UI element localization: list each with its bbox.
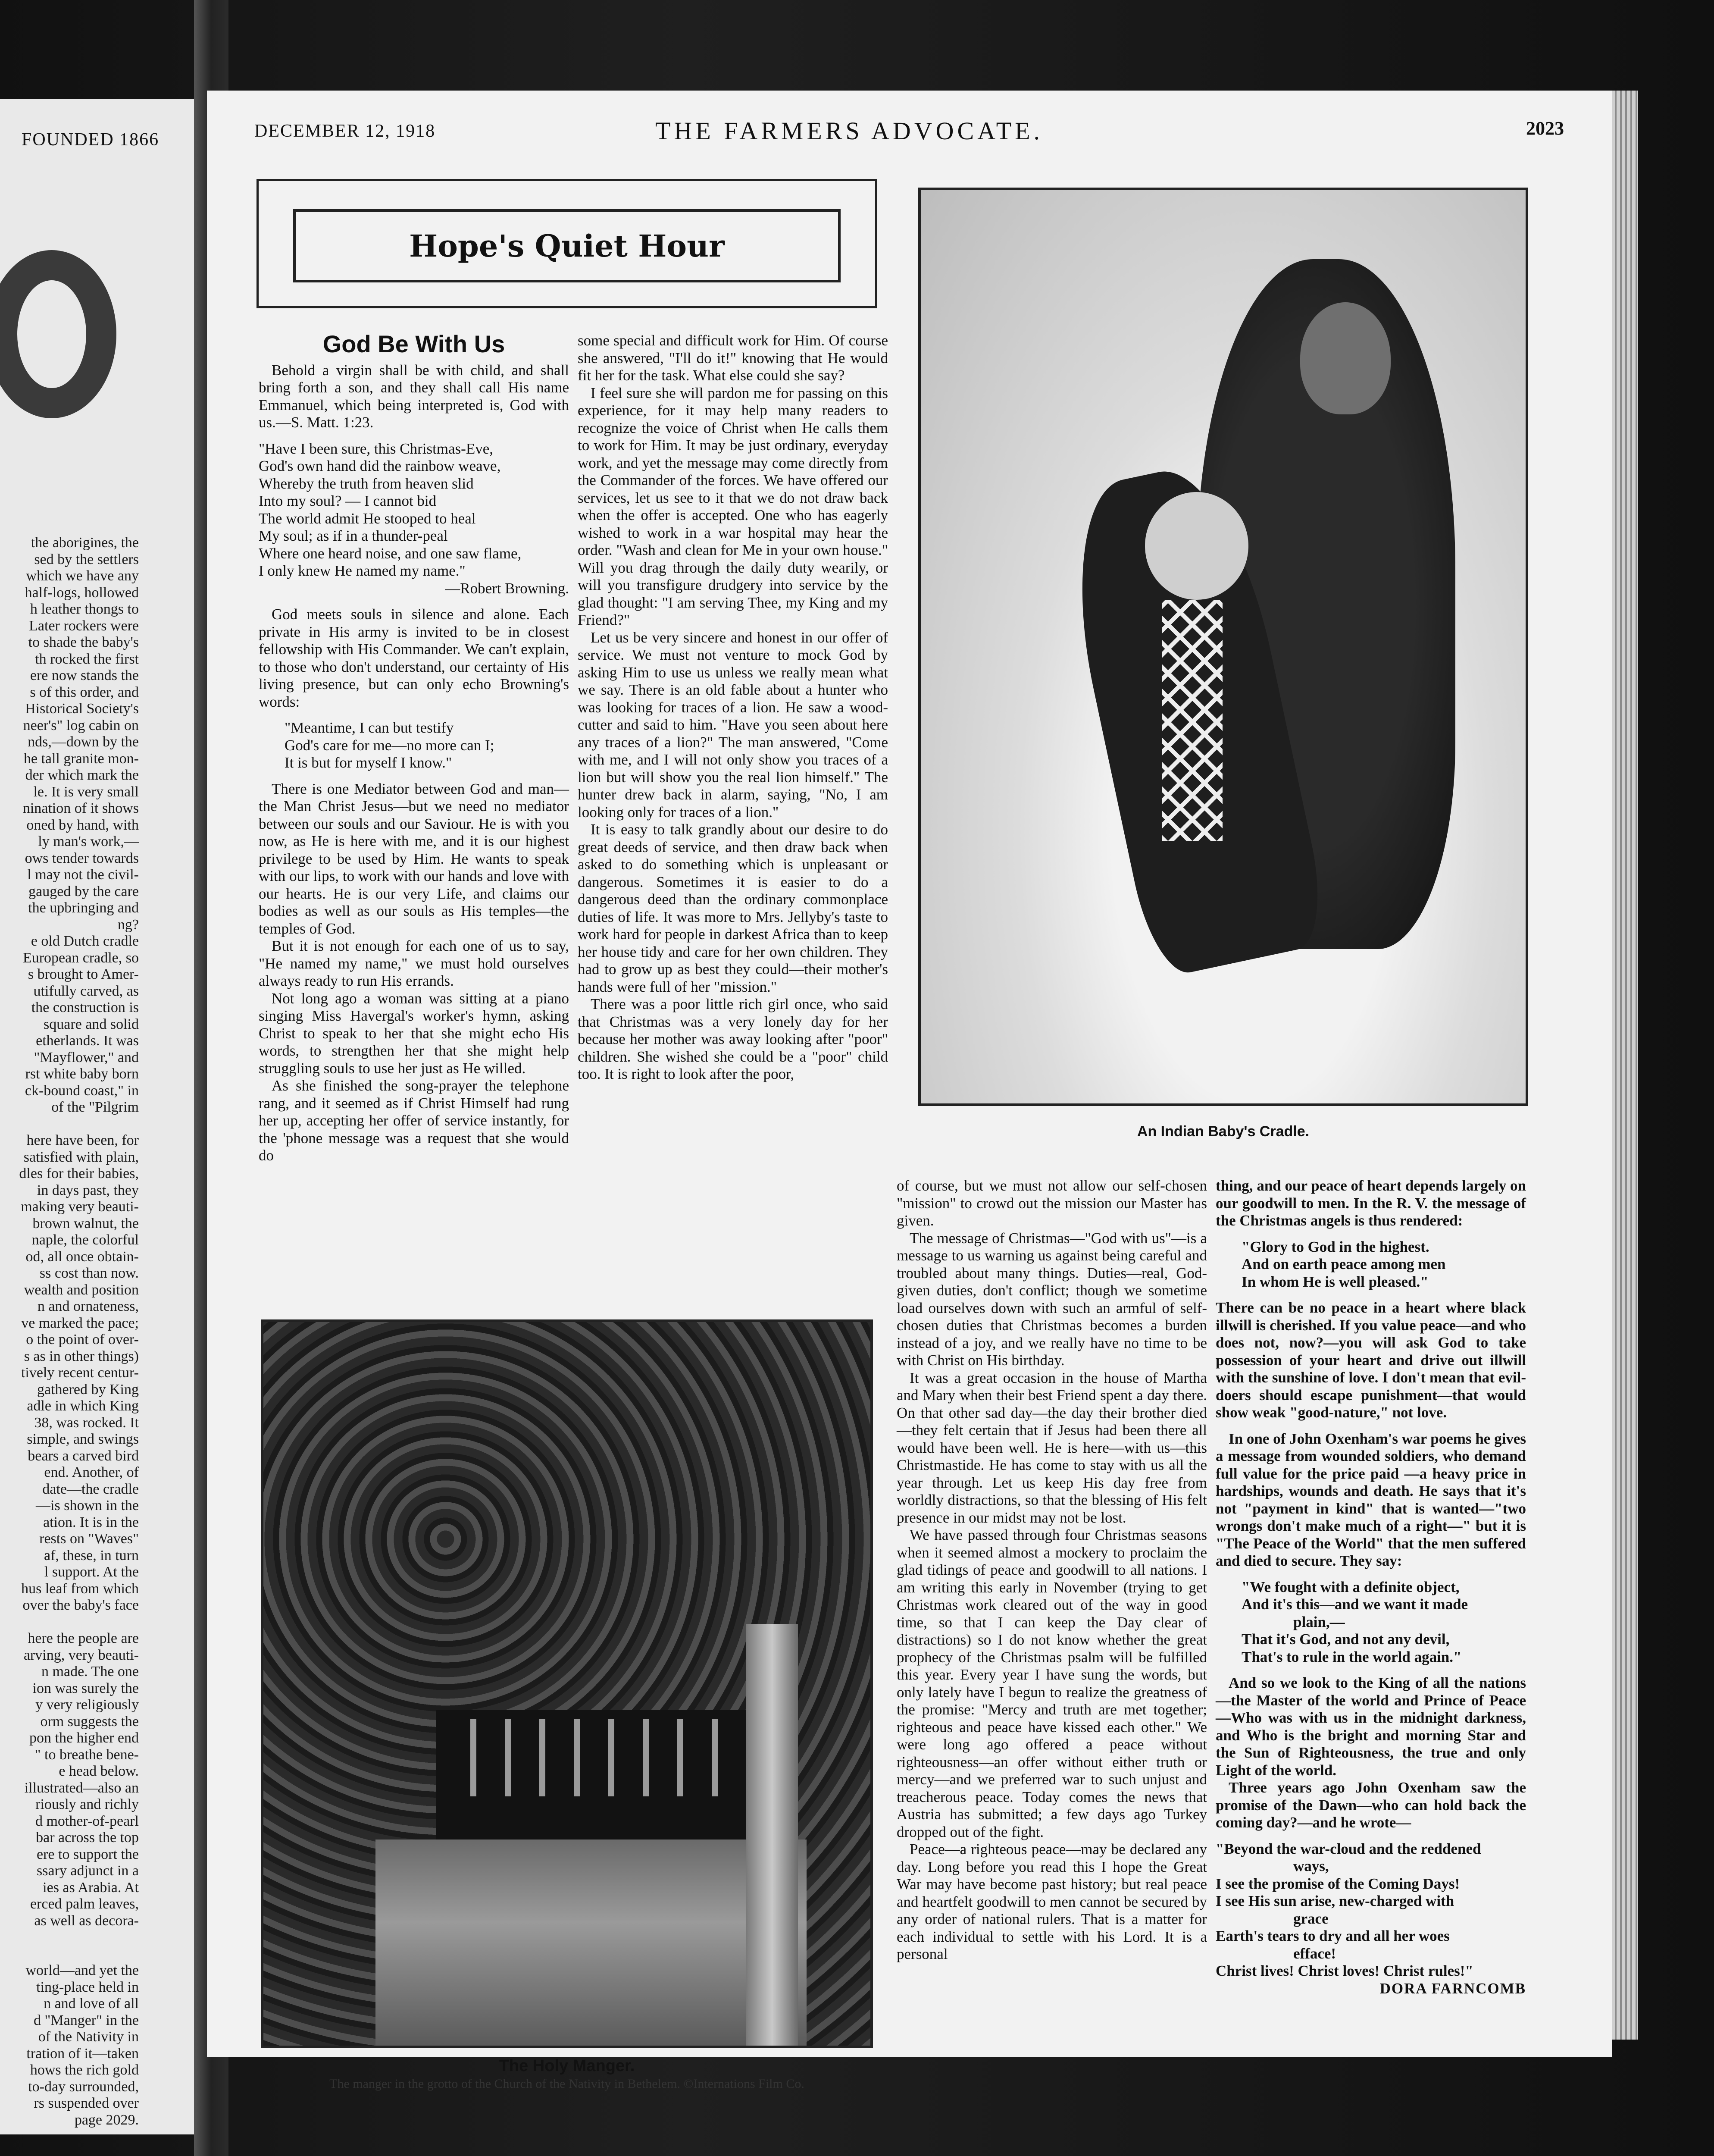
previous-page-line: here the people are (28, 1630, 139, 1646)
quote-line: God's care for me—no more can I; (285, 736, 494, 754)
previous-page-line: tration of it—taken (26, 2045, 139, 2062)
previous-page-line: h leather thongs to (30, 601, 139, 617)
poem-line: "Beyond the war-cloud and the reddened (1216, 1840, 1481, 1857)
poem-line: "We fought with a definite object, (1242, 1578, 1460, 1595)
previous-page-line: the aborigines, the (31, 535, 139, 551)
previous-page-line: n and love of all (44, 1996, 139, 2012)
poem-line: Christ lives! Christ loves! Christ rules!" (1216, 1962, 1473, 1979)
paragraph: The message of Christmas—"God with us"—is a message to us warning us against being careful and troubled about many things. Duties—real, God-given duties, don't conflict; though we sometime load ourselves down with such an armful of self-chosen duties that Christmas becomes a burden instead of a joy, and we really have no time to be with Christ on His birthday. (897, 1229, 1207, 1369)
cradle-photo-caption: An Indian Baby's Cradle. (1137, 1123, 1310, 1140)
poem-line: "Have I been sure, this Christmas-Eve, (259, 440, 494, 457)
previous-page-line: as well as decora- (34, 1912, 139, 1929)
previous-page-line (0, 1614, 139, 1631)
previous-page (0, 99, 194, 2134)
previous-page-line: s brought to Amer- (28, 966, 139, 982)
previous-page-line: ssary adjunct in a (37, 1863, 139, 1879)
hanging-lamps (470, 1719, 746, 1796)
previous-page-line: European cradle, so (22, 950, 139, 966)
author-signature: DORA FARNCOMB (1379, 1980, 1526, 1997)
poem-line: ways, (1293, 1858, 1329, 1874)
previous-page-line: he tall granite mon- (23, 750, 139, 767)
poem-line: My soul; as if in a thunder-peal (259, 527, 448, 544)
article-headline: God Be With Us (322, 330, 505, 357)
previous-page-line: the construction is (31, 1000, 139, 1015)
poem-line: God's own hand did the rainbow weave, (259, 458, 501, 474)
previous-page-line: the upbringing and (28, 900, 139, 916)
paragraph: thing, and our peace of heart depends largely on our goodwill to men. In the R. V. the message of the Christmas angels is thus rendered: (1216, 1177, 1526, 1229)
stone-column (746, 1624, 798, 2048)
poem-line: efface! (1293, 1945, 1336, 1962)
paragraph: God meets souls in silence and alone. Each private in His army is invited to be in closest fellowship with His Commander. We can't explain, to those who don't understand, our certainty of His living presence, but can only echo Browning's words: (259, 606, 569, 710)
paragraph: Let us be very sincere and honest in our offer of service. We must not venture to mock God by asking Him to use us unless we really mean what we say. There is an old fable about a hunter who was looking for traces of a lion. He saw a wood-cutter and said to him. "Have you seen about here any traces of a lion?" The man answered, "Come with me, and I will not only show you traces of a lion but will show you the real lion himself." The hunter drew back in alarm, saying, "No, I am looking only for traces of a lion." (578, 629, 888, 821)
previous-page-line: adle in which King (27, 1398, 139, 1414)
previous-page-line: nds,—down by the (28, 734, 139, 750)
previous-page-line: od, all once obtain- (25, 1248, 139, 1265)
previous-page-line: l support. At the (44, 1564, 139, 1580)
previous-page-line: n and ornateness, (37, 1298, 139, 1314)
mother-face (1300, 302, 1391, 414)
previous-page-line (0, 1929, 139, 1946)
previous-page-line: to-day surrounded, (28, 2078, 139, 2095)
poem-line: Where one heard noise, and one saw flame, (259, 545, 522, 562)
previous-page-line: riously and richly (35, 1796, 139, 1812)
previous-page-line: page 2029. (74, 2112, 139, 2128)
section-title: Hope's Quiet Hour (293, 209, 841, 282)
poem-line: Whereby the truth from heaven slid (259, 475, 474, 492)
epigraph: Behold a virgin shall be with child, and shall bring forth a son, and they shall call His name Emmanuel, which being interpreted is, God with us.—S. Matt. 1:23. (259, 361, 569, 431)
poem-line: plain,— (1293, 1613, 1345, 1630)
previous-page-line: bar across the top (36, 1830, 139, 1846)
previous-page-line: ve marked the pace; (21, 1315, 139, 1331)
previous-page-line: ation. It is in the (43, 1514, 139, 1530)
paragraph: And so we look to the King of all the nations—the Master of the world and Prince of Peace—Who was with us in the midnight darkness, and Who is the bright and morning Star and the Sun of Righteousness, the true and only Light of the world. (1216, 1674, 1526, 1779)
previous-page-line: gauged by the care (28, 883, 139, 899)
previous-page-line: ere to support the (37, 1846, 139, 1862)
previous-page-line: ies as Arabia. At (43, 1879, 139, 1896)
previous-page-line: ows tender towards (25, 850, 139, 866)
previous-page-line: satisfied with plain, (23, 1149, 139, 1165)
previous-page-line: pon the higher end (29, 1730, 139, 1746)
previous-page-line: end. Another, of (44, 1464, 139, 1480)
previous-page-line: d mother-of-pearl (35, 1813, 139, 1829)
previous-page-line: hus leaf from which (21, 1580, 139, 1597)
paragraph: of course, but we must not allow our self-chosen "mission" to crowd out the mission our Master has given. (897, 1177, 1207, 1229)
previous-page-line: —is shown in the (36, 1498, 139, 1514)
poem-line: I see His sun arise, new-charged with (1216, 1893, 1454, 1909)
issue-date: DECEMBER 12, 1918 (254, 121, 436, 141)
paragraph: It is easy to talk grandly about our desire to do great deeds of service, and then draw back when asked to do something which is unpleasant or dangerous. Sometimes it is easier to do a dangerous deed than the ordinary commonplace duties of life. It was more to Mrs. Jellyby's taste to work hard for people in darkest Africa than to keep her house tidy and care for her own children. They had to grow up as best they could—their mother's hands were full of her "mission." (578, 821, 888, 995)
previous-page-line: e old Dutch cradle (31, 933, 139, 949)
previous-page-line: s of this order, and (30, 684, 139, 700)
previous-page-line: o the point of over- (26, 1332, 139, 1348)
holy-manger-photo (261, 1319, 873, 2048)
previous-page-line: der which mark the (25, 767, 139, 783)
previous-page-line: d "Manger" in the (34, 2012, 139, 2028)
previous-page-line: arving, very beauti- (23, 1647, 139, 1663)
paragraph: As she finished the song-prayer the telephone rang, and it seemed as if Christ Himself had rung her up, accepting her offer of service instantly, for the 'phone message was a request that she would do (259, 1077, 569, 1164)
previous-page-line: wealth and position (24, 1282, 139, 1298)
previous-page-line: "Mayflower," and (34, 1049, 139, 1065)
previous-page-line: y very religiously (35, 1697, 139, 1713)
previous-page-line: Later rockers were (29, 617, 139, 634)
previous-page-line: s as in other things) (24, 1348, 139, 1364)
publication-title: THE FARMERS ADVOCATE. (655, 117, 1044, 145)
paragraph: In one of John Oxenham's war poems he gives a message from wounded soldiers, who demand full value for the price paid —a heavy price in hardships, wounds and death. He says that it's not "payment in kind" that is wanted—"two wrongs don't make much of a right—" but it is "The Peace of the World" that the men suffered and died to secure. They say: (1216, 1430, 1526, 1569)
previous-page-line: to shade the baby's (28, 634, 139, 650)
previous-page-running-head: FOUNDED 1866 (22, 130, 160, 150)
marble-step (375, 1839, 807, 2046)
paragraph: It was a great occasion in the house of Martha and Mary when their best Friend spent a day there. On that other sad day—the day their brother died—they felt certain that if Jesus had been there all would have been well. He is here—with us—this Christmastide. He has come to stay with us all the year through. Let us keep His day free from worldly distractions, so that the blessing of His felt presence in our midst may not be lost. (897, 1369, 1207, 1526)
previous-page-line: illustrated—also an (24, 1780, 139, 1796)
previous-page-line: oned by hand, with (26, 817, 139, 833)
previous-page-line: ting-place held in (36, 1979, 139, 1995)
poem-line: That's to rule in the world again." (1242, 1648, 1462, 1665)
poem-line: I only knew He named my name." (259, 562, 466, 579)
previous-page-line: le. It is very small (33, 783, 139, 800)
previous-page-line: bears a carved bird (28, 1448, 139, 1464)
previous-page-line: rs suspended over (34, 2095, 139, 2111)
previous-page-line: utifully carved, as (33, 983, 139, 999)
previous-page-line: brown walnut, the (32, 1215, 139, 1232)
indian-cradle-photo (918, 188, 1528, 1106)
previous-page-line: th rocked the first (35, 651, 139, 667)
section-masthead (256, 179, 877, 308)
previous-page-line: neer's" log cabin on (23, 717, 139, 733)
previous-page-line: tively recent centur- (21, 1365, 139, 1381)
previous-page-line: hows the rich gold (30, 2062, 139, 2078)
previous-page-line: af, these, in turn (44, 1547, 139, 1564)
previous-page-line: of the "Pilgrim (51, 1099, 139, 1115)
magazine-page (207, 91, 1612, 2091)
previous-page-line: world—and yet the (25, 1962, 139, 1978)
article-column-4 (1216, 1177, 1526, 1997)
article-column-3 (897, 1177, 1207, 1963)
paragraph: But it is not enough for each one of us to say, "He named my name," we must hold ourselves always ready to run His errands. (259, 937, 569, 989)
paragraph: some special and difficult work for Him. Of course she answered, "I'll do it!" knowing that He would fit her for the task. What else could she say? (578, 332, 888, 384)
previous-page-line: ion was surely the (32, 1680, 139, 1696)
previous-page-line: erced palm leaves, (30, 1896, 139, 1912)
previous-page-line: ng? (117, 916, 139, 933)
previous-page-line: naple, the colorful (31, 1232, 139, 1248)
previous-page-line: dles for their babies, (19, 1166, 139, 1181)
paragraph: There can be no peace in a heart where black illwill is cherished. If you value peace—and who does not, now?—you will ask God to take possession of your heart and drive out illwill with the sunshine of love. I don't mean that evil-doers should escape punishment—that would show weak "good-nature," not love. (1216, 1299, 1526, 1421)
previous-page-line: half-logs, hollowed (25, 584, 139, 601)
previous-page-line: sed by the settlers (34, 551, 139, 567)
hymn-line: In whom He is well pleased." (1242, 1273, 1429, 1290)
previous-page-line: 38, was rocked. It (34, 1414, 139, 1431)
previous-page-line (0, 1116, 139, 1133)
previous-page-line: simple, and swings (27, 1431, 139, 1447)
previous-page-line: here have been, for (26, 1132, 139, 1148)
quote-line: It is but for myself I know." (285, 754, 452, 771)
previous-page-line: in days past, they (37, 1182, 139, 1198)
previous-page-line: rests on "Waves" (39, 1531, 139, 1547)
paragraph: There was a poor little rich girl once, who said that Christmas was a very lonely day for her because her mother was away looking after "poor" children. She wished she could be a "poor" child too. It is right to look after the poor, (578, 996, 888, 1082)
poem-line: That it's God, and not any devil, (1242, 1631, 1450, 1648)
previous-page-line: l may not the civil- (27, 867, 139, 883)
quote-line: "Meantime, I can but testify (285, 719, 454, 736)
previous-page-line: ss cost than now. (39, 1265, 139, 1281)
previous-page-line: Historical Society's (25, 701, 139, 717)
previous-page-line (0, 1946, 139, 1963)
wreath-illustration (0, 250, 116, 418)
poem-line: grace (1293, 1910, 1329, 1927)
manger-photo-caption: The Holy Manger. (499, 2057, 635, 2075)
previous-page-line: n made. The one (41, 1664, 139, 1680)
browning-poem (259, 440, 569, 598)
previous-page-line: " to breathe bene- (34, 1746, 139, 1763)
previous-page-line: date—the cradle (42, 1481, 139, 1497)
previous-page-line: nination of it shows (22, 800, 139, 816)
paragraph: There is one Mediator between God and man—the Man Christ Jesus—but we need no mediator between our souls and our Saviour. He is with you now, as He is here with me, and it is our highest privilege to be used by Him. He wants to speak with our lips, to work with our hands and love with our hearts. He is our very Life, and claims our bodies as well as our souls as His temples—the temples of God. (259, 780, 569, 937)
hymn-line: "Glory to God in the highest. (1242, 1238, 1429, 1255)
previous-page-line: etherlands. It was (36, 1033, 139, 1049)
article-column-1 (259, 332, 569, 1165)
poem-line: Into my soul? — I cannot bid (259, 492, 437, 509)
cradle-lacing (1162, 600, 1223, 841)
article-column-2 (578, 332, 888, 1083)
paragraph: I feel sure she will pardon me for passing on this experience, for it may help many readers to recognize the voice of Christ when He calls them to work for Him. It may be just ordinary, everyday work, and yet the message may come directly from the Commander of the forces. We have offered our services, let us see to it that we do not draw back when the offer is accepted. One who has eagerly wished to work in a war hospital may hear the order. "Wash and clean for Me in your own house." Will you drag through the daily duty wearily, or will you transfigure drudgery into service by the glad thought: "I am serving Thee, my King and my Friend?" (578, 384, 888, 628)
paragraph: Three years ago John Oxenham saw the promise of the Dawn—who can hold back the coming day?—and he wrote— (1216, 1779, 1526, 1831)
previous-page-line: orm suggests the (40, 1713, 139, 1730)
previous-page-line: which we have any (26, 568, 139, 584)
paragraph: Peace—a righteous peace—may be declared any day. Long before you read this I hope the Great War may have become past history; but real peace and heartfelt goodwill to men cannot be secured by any order of national rulers. That is a matter for each individual to settle with his Lord. It is a personal (897, 1841, 1207, 1962)
previous-page-line: square and solid (44, 1016, 139, 1032)
manger-photo-subcaption: The manger in the grotto of the Church of the Nativity in Bethelem. ©Internations Film Co. (329, 2077, 804, 2091)
previous-page-line: of the Nativity in (38, 2029, 139, 2045)
previous-page-line: ck-bound coast," in (25, 1082, 139, 1099)
poem-line: I see the promise of the Coming Days! (1216, 1875, 1460, 1892)
previous-page-line: ere now stands the (30, 667, 139, 683)
previous-page-line: rst white baby born (25, 1066, 139, 1082)
paragraph: Not long ago a woman was sitting at a piano singing Miss Havergal's worker's hymn, asking Christ to speak to her that she might echo His words, to strengthen her that she might help struggling souls to use her just as He willed. (259, 990, 569, 1077)
baby-face (1145, 492, 1248, 600)
previous-page-line: ly man's work,— (38, 834, 139, 849)
previous-page-column (0, 535, 139, 2128)
hymn-line: And on earth peace among men (1242, 1256, 1446, 1272)
poem-line: And it's this—and we want it made (1242, 1596, 1468, 1613)
previous-page-line: e head below. (59, 1763, 139, 1779)
poem-line: The world admit He stooped to heal (259, 510, 476, 527)
page-number: 2023 (1526, 118, 1564, 139)
paragraph: We have passed through four Christmas seasons when it seemed almost a mockery to proclaim the glad tidings of peace and goodwill to all nations. I am writing this early in November (trying to get Christmas work cleared out of the way in good time, so that I can keep the Day clear of distractions) so I do not know whether the great prophecy of the Christmas psalm will be fulfilled this year. Every year I have sung the words, but only lately have I begun to realize the greatness of the promise: "Mercy and truth are met together; righteous and peace have kissed each other." We were long ago offered a peace without righteousness—an offer without either truth or mercy—and we preferred war to such unjust and treacherous peace. Today comes the news that Austria has submitted; a few days ago Turkey dropped out of the fight. (897, 1526, 1207, 1840)
poem-line: Earth's tears to dry and all her woes (1216, 1927, 1450, 1944)
previous-page-line: making very beauti- (21, 1199, 139, 1215)
previous-page-line: over the baby's face (22, 1597, 139, 1613)
poem-attribution: —Robert Browning. (445, 580, 569, 597)
previous-page-line: gathered by King (37, 1381, 139, 1398)
